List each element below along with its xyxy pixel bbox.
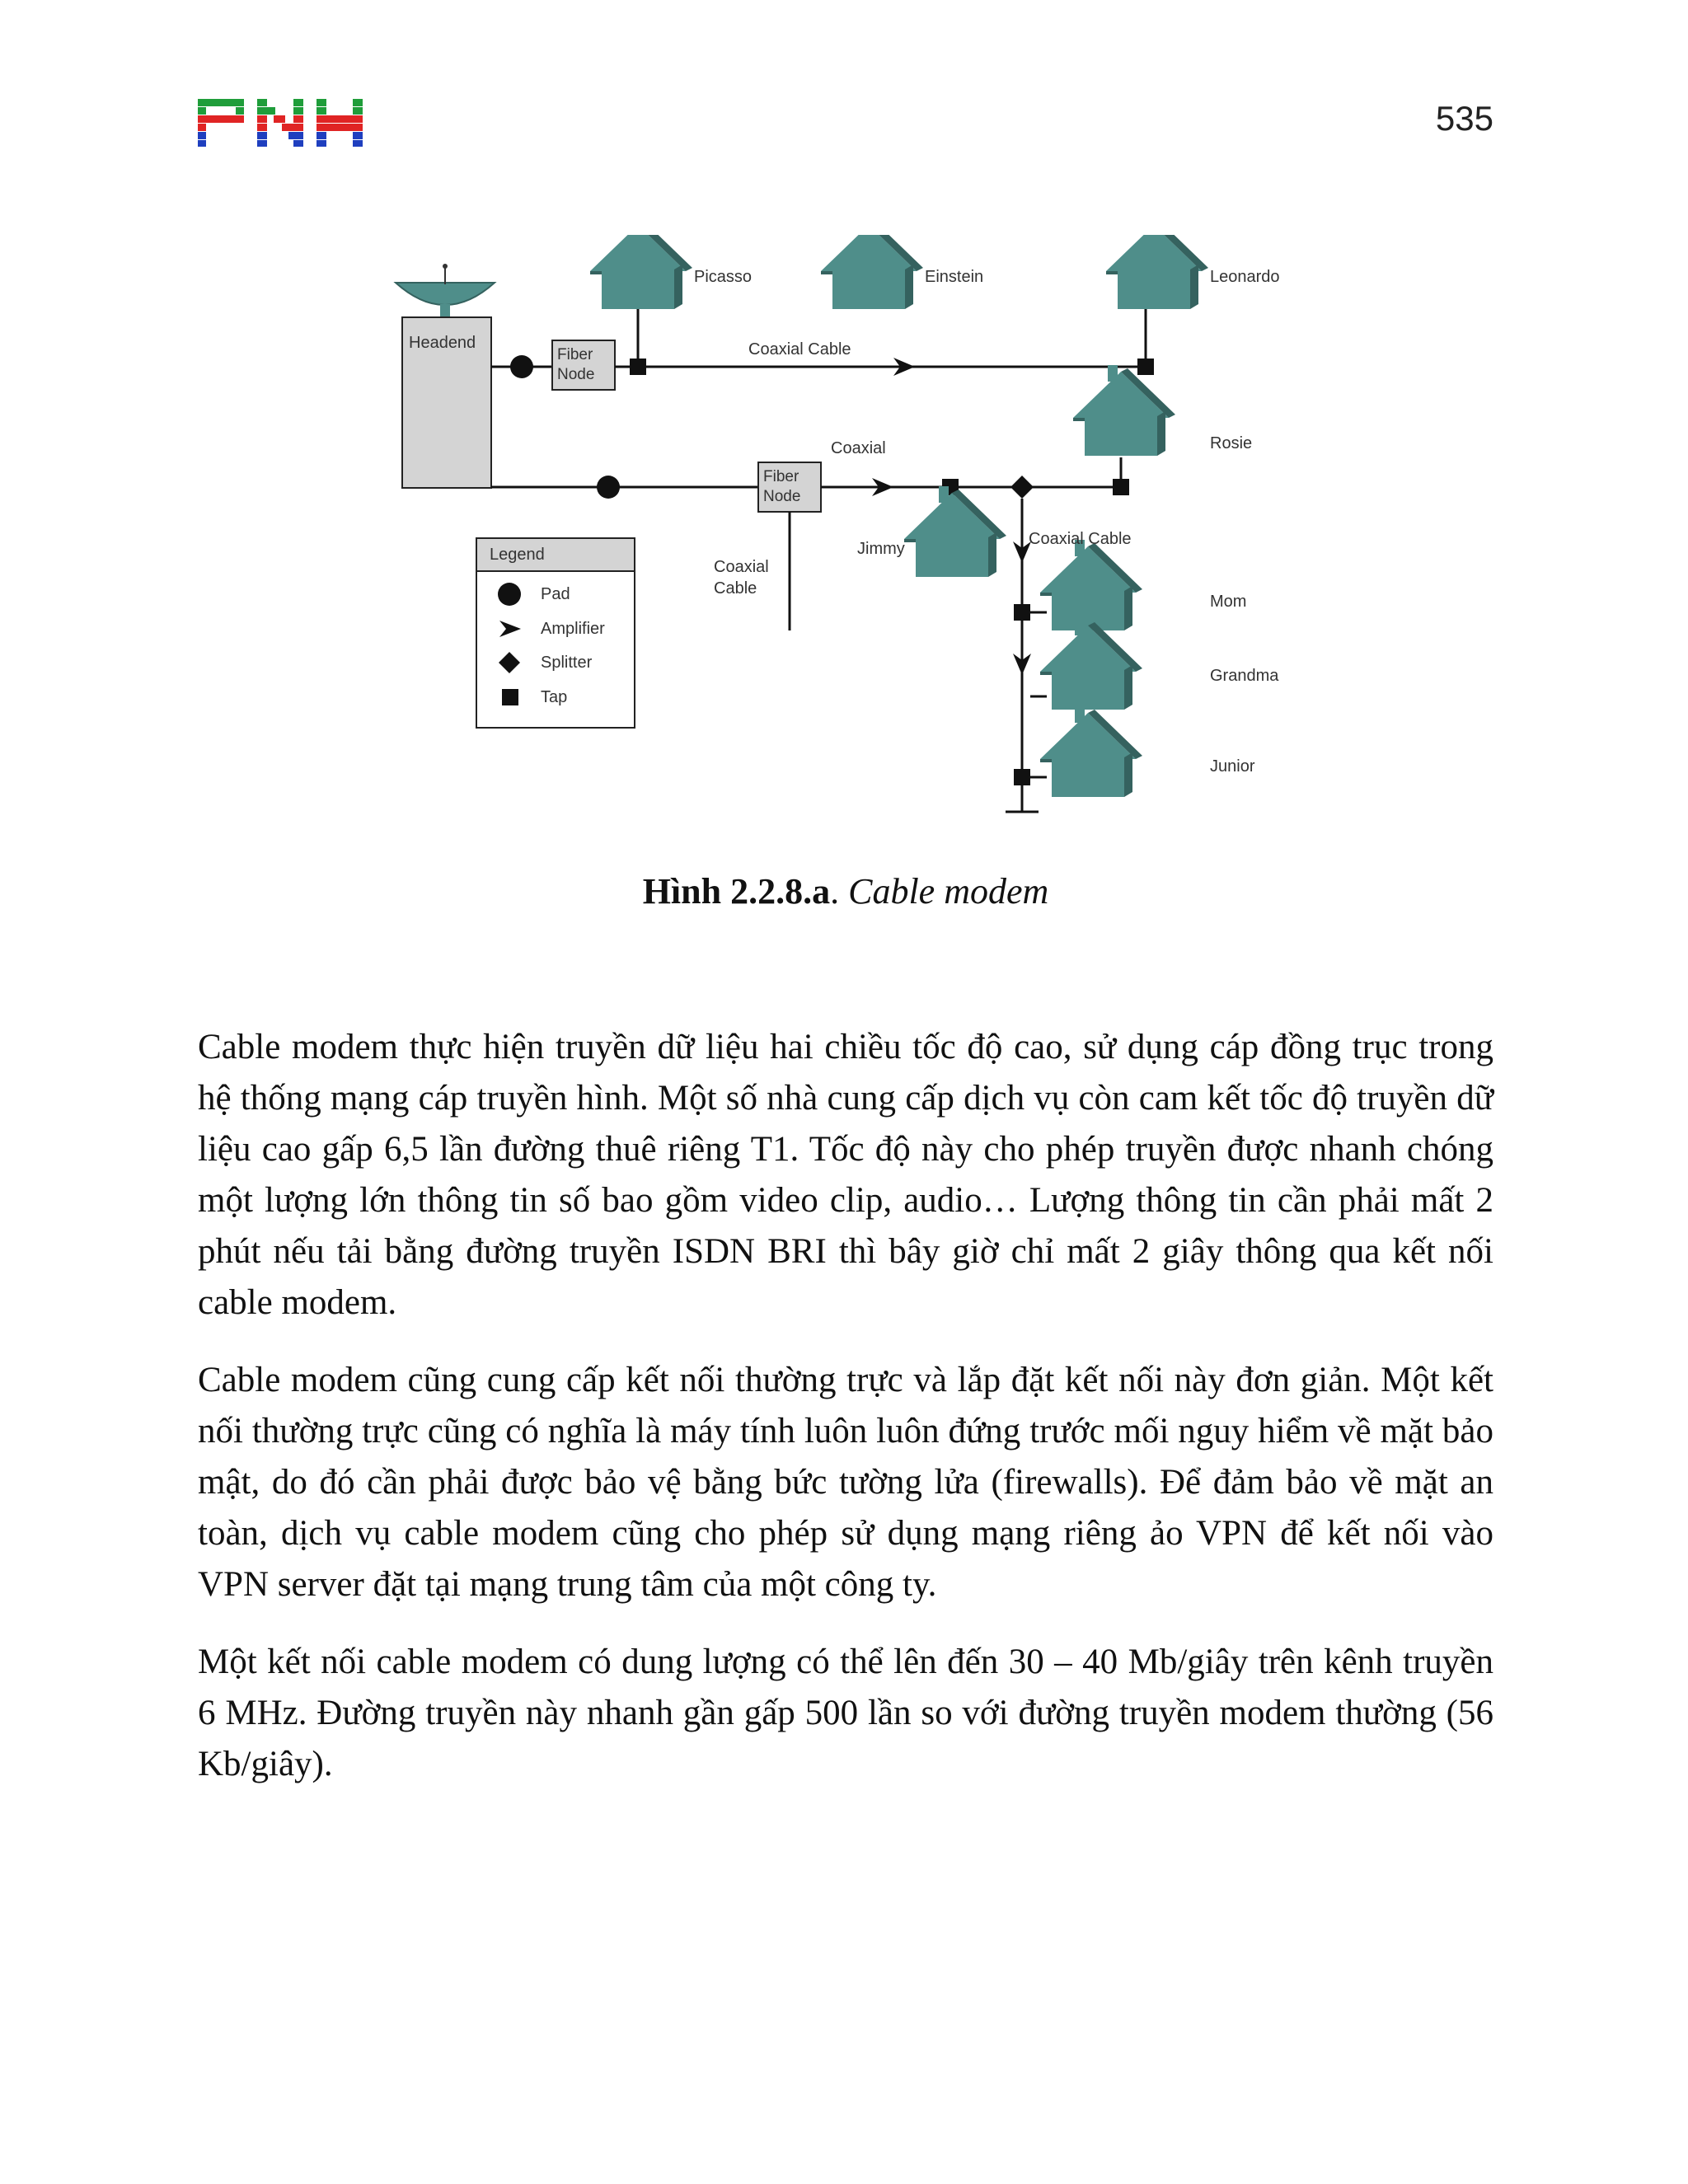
legend-item-splitter: Splitter [541, 654, 593, 672]
cable-label-top: Coaxial Cable [748, 340, 851, 359]
pnh-logo-icon [198, 99, 363, 147]
cable-label-branch: Coaxial Cable [1029, 530, 1132, 548]
logo-stripe [353, 107, 363, 115]
logo-stripe [316, 140, 326, 147]
logo-stripe [198, 107, 206, 115]
house-icon [821, 235, 923, 309]
house-icon [904, 486, 1006, 577]
house-label-einstein: Einstein [925, 268, 984, 286]
tap-icon [630, 359, 646, 375]
figure-title: Cable modem [848, 871, 1049, 912]
tap-icon [1113, 479, 1129, 495]
cable-network-diagram [379, 235, 1319, 828]
logo-stripe [353, 140, 363, 147]
logo-stripe [293, 124, 303, 131]
house-label-jimmy: Jimmy [857, 540, 905, 558]
body-text [198, 1022, 1493, 1816]
legend-item-tap: Tap [541, 688, 568, 706]
logo-stripe [293, 107, 303, 115]
logo-stripe [257, 132, 267, 139]
logo-stripe [293, 115, 303, 123]
page-number: 535 [1435, 99, 1493, 138]
headend-label: Headend [409, 334, 476, 352]
house-icon [1040, 619, 1142, 710]
pad-icon [510, 355, 533, 378]
legend-item-amplifier: Amplifier [541, 620, 605, 638]
publisher-logo [198, 99, 363, 151]
logo-stripe [274, 115, 285, 123]
logo-stripe [198, 124, 206, 131]
paragraph: Cable modem cũng cung cấp kết nối thường trực và lắp đặt kết nối này đơn giản. Một kết nối thường trực cũng có nghĩa là máy tính luôn luôn đứng trước mối nguy hiểm về mặt bảo mật, do đó cần phải được bảo vệ bằng bức tường lửa (firewalls). Để đảm bảo về mặt an toàn, dịch vụ cable modem cũng cho phép sử dụng mạng riêng ảo VPN để kết nối vào VPN server đặt tại mạng trung tâm của một công ty. [198, 1361, 1493, 1604]
house-label-mom: Mom [1210, 593, 1247, 611]
logo-stripe [353, 132, 363, 139]
house-icon [1040, 706, 1142, 797]
fiber-node-bottom-label: Fiber Node [763, 468, 801, 505]
tap-icon [502, 689, 518, 705]
logo-stripe [282, 124, 293, 131]
house-label-picasso: Picasso [694, 268, 753, 286]
logo-stripe [353, 99, 363, 106]
logo-stripe [316, 124, 363, 131]
figure-caption [198, 870, 1493, 912]
house-icon [590, 235, 692, 309]
logo-stripe [257, 99, 267, 106]
tap-icon [1014, 769, 1030, 785]
house-label-grandma: Grandma [1210, 667, 1279, 685]
logo-stripe [293, 99, 303, 106]
logo-stripe [316, 107, 326, 115]
cable-label-drop: Coaxial Cable [714, 558, 769, 598]
paragraph: Một kết nối cable modem có dung lượng có thể lên đến 30 – 40 Mb/giây trên kênh truyền 6 MHz. Đường truyền này nhanh gần gấp 500 lần so với đường truyền modem thường (56 Kb/giây). [198, 1643, 1493, 1783]
house-label-leonardo: Leonardo [1210, 268, 1280, 286]
logo-stripe [316, 99, 326, 106]
paragraph: Cable modem thực hiện truyền dữ liệu hai chiều tốc độ cao, sử dụng cáp đồng trục trong hệ thống mạng cáp truyền hình. Một số nhà cung cấp dịch vụ còn cam kết tốc độ truyền dữ liệu cao gấp 6,5 lần đường thuê riêng T1. Tốc độ này cho phép truyền được nhanh chóng một lượng lớn thông tin số bao gồm video clip, audio… Lượng thông tin cần phải mất 2 phút nếu tải bằng đường truyền ISDN BRI thì bây giờ chỉ mất 2 giây thông qua kết nối cable modem. [198, 1028, 1493, 1322]
tap-icon [1137, 359, 1154, 375]
pad-icon [498, 583, 521, 606]
logo-stripe [236, 107, 244, 115]
logo-stripe [198, 132, 206, 139]
satellite-dish-icon [396, 264, 495, 317]
cable-label-bottom: Coaxial [831, 439, 886, 457]
splitter-icon [1010, 476, 1034, 499]
house-label-rosie: Rosie [1210, 434, 1253, 452]
house-icon [1106, 235, 1208, 309]
house-label-junior: Junior [1210, 757, 1255, 776]
logo-stripe [293, 140, 303, 147]
logo-stripe [198, 115, 244, 123]
logo-stripe [198, 140, 206, 147]
legend-title: Legend [490, 546, 545, 564]
logo-stripe [198, 99, 244, 106]
legend-item-pad: Pad [541, 585, 570, 603]
caption-separator: . [830, 871, 849, 912]
figure-number: Hình 2.2.8.a [642, 871, 831, 912]
logo-stripe [316, 132, 326, 139]
logo-stripe [257, 107, 275, 115]
logo-stripe [257, 124, 267, 131]
logo-stripe [288, 132, 303, 139]
logo-stripe [257, 115, 267, 123]
diagram-canvas [379, 235, 1319, 828]
house-icon [1073, 365, 1175, 456]
logo-stripe [316, 115, 363, 123]
fiber-node-top-label: Fiber Node [557, 346, 595, 383]
house-icon [1040, 540, 1142, 630]
pad-icon [597, 476, 620, 499]
tap-icon [1014, 604, 1030, 621]
logo-stripe [257, 140, 267, 147]
